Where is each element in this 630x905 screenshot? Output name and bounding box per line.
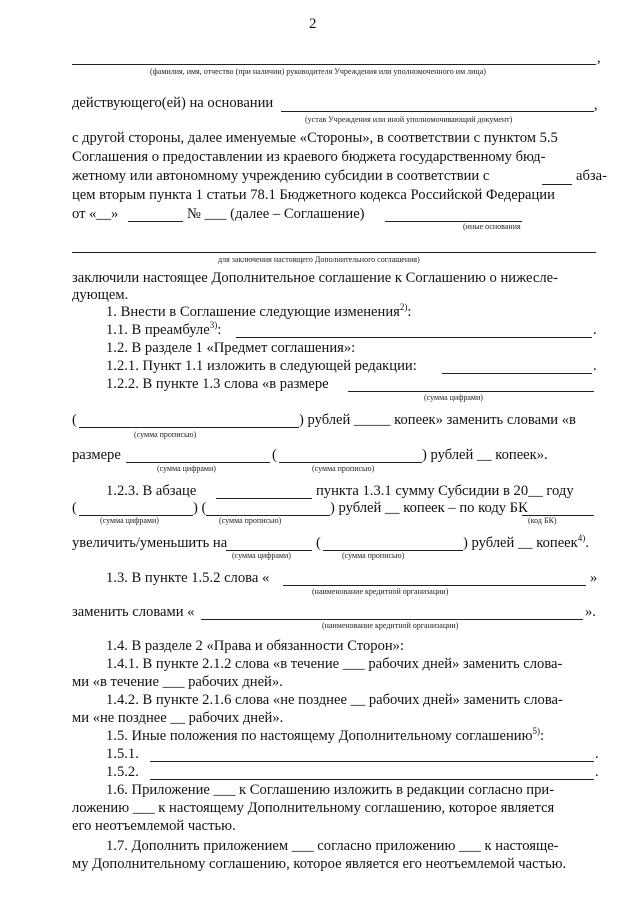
- para-line: с другой стороны, далее именуемые «Стороны», в соответствии с пунктом 5.5: [72, 130, 558, 146]
- para-line: дующем.: [72, 287, 129, 303]
- para-line: абза-: [576, 168, 608, 184]
- rubles-text: ) рублей __ копеек$^{4)}$.: [463, 533, 589, 551]
- para-line: жетному или автономному учреждению субсидии в соответствии с: [72, 168, 490, 184]
- sum-words-line[interactable]: [79, 427, 299, 428]
- sum-digits-hint: (сумма цифрами): [157, 464, 216, 473]
- item-1-5: 1.5. Иные положения по настоящему Дополнительному соглашению$^{5)}$:: [106, 726, 545, 744]
- item-1-2-2: 1.2.2. В пункте 1.3 слова «в размере: [106, 376, 329, 392]
- basis-hint: для заключения настоящего Дополнительного соглашения): [218, 255, 420, 264]
- sum-words-hint: (сумма прописью): [134, 430, 197, 439]
- rubles-text: ) рублей __ копеек».: [422, 447, 548, 463]
- comma: ,: [597, 50, 601, 66]
- basis-field-line[interactable]: [72, 252, 596, 253]
- preamble-field-line[interactable]: [236, 337, 592, 338]
- item-1-7-cont: му Дополнительному соглашению, которое является его неотъемлемой частью.: [72, 856, 567, 872]
- sum-digits-hint: (сумма цифрами): [232, 551, 291, 560]
- sum-digits-hint: (сумма цифрами): [100, 516, 159, 525]
- item-1-2-2-cont: ) рублей _____ копеек» заменить словами «в: [299, 412, 576, 428]
- item-1-4-2: 1.4.2. В пункте 2.1.6 слова «не позднее __ рабочих дней» заменить слова-: [106, 692, 563, 708]
- paren: (: [72, 412, 77, 428]
- dot: .: [593, 358, 597, 374]
- item-1-2-3: 1.2.3. В абзаце: [106, 483, 197, 499]
- sum-digits-hint: (сумма цифрами): [424, 393, 483, 402]
- item-1-5-1: 1.5.1.: [106, 746, 139, 762]
- other-field-line-1[interactable]: [150, 761, 594, 762]
- para-line: Соглашения о предоставлении из краевого бюджета государственному бюд-: [72, 149, 546, 165]
- sum-digits-line[interactable]: [348, 391, 594, 392]
- item-1-6-cont: ложению ___ к настоящему Дополнительному соглашению, которое является: [72, 800, 555, 816]
- fio-hint: (фамилия, имя, отчество (при наличии) руководителя Учреждения или уполномоченного им лица): [150, 67, 486, 76]
- kbk-hint: (код БК): [528, 516, 557, 525]
- increase-label: увеличить/уменьшить на: [72, 535, 228, 551]
- other-field-line-2[interactable]: [150, 779, 594, 780]
- replace-label: заменить словами «: [72, 604, 195, 620]
- rubles-kbk: ) рублей __ копеек – по коду БК: [330, 500, 528, 516]
- edit-field-line[interactable]: [442, 373, 592, 374]
- item-1-4-1: 1.4.1. В пункте 2.1.2 слова «в течение ___ рабочих дней» заменить слова-: [106, 656, 563, 672]
- ustav-field-line[interactable]: [281, 111, 594, 112]
- item-1-5-2: 1.5.2.: [106, 764, 139, 780]
- date-label: от «__»: [72, 206, 119, 222]
- item-1-4-2-cont: ми «не позднее __ рабочих дней».: [72, 710, 284, 726]
- blank-line[interactable]: [542, 184, 572, 185]
- sum-words-hint: (сумма прописью): [312, 464, 375, 473]
- item-1-4: 1.4. В разделе 2 «Права и обязанности Сторон»:: [106, 638, 405, 654]
- paragraph-field-line[interactable]: [216, 498, 312, 499]
- bank-name-line[interactable]: [283, 585, 586, 586]
- item-1-7: 1.7. Дополнить приложением ___ согласно приложению ___ к настояще-: [106, 838, 559, 854]
- para-line: цем вторым пункта 1 статьи 78.1 Бюджетного кодекса Российской Федерации: [72, 187, 555, 203]
- sum-words-hint: (сумма прописью): [219, 516, 282, 525]
- paren: (: [72, 500, 77, 516]
- size-label: размере: [72, 447, 121, 463]
- sum-digits-line-2[interactable]: [126, 462, 270, 463]
- item-1-6: 1.6. Приложение ___ к Соглашению изложить в редакции согласно при-: [106, 782, 555, 798]
- other-basis-hint: (иные основания: [463, 222, 521, 231]
- dot: .: [595, 746, 599, 762]
- paren: (: [272, 447, 277, 463]
- item-1-1: 1.1. В преамбуле$^{3)}$:: [106, 320, 222, 338]
- item-1-3: 1.3. В пункте 1.5.2 слова «: [106, 570, 270, 586]
- paren: (: [316, 535, 321, 551]
- fio-field-line[interactable]: [72, 64, 596, 65]
- sum-words-hint: (сумма прописью): [342, 551, 405, 560]
- item-1-6-cont: его неотъемлемой частью.: [72, 818, 236, 834]
- date-field-line[interactable]: [128, 221, 183, 222]
- comma: ,: [594, 97, 598, 113]
- paren: ) (: [193, 500, 207, 516]
- item-1-2-3-cont: пункта 1.3.1 сумму Субсидии в 20__ году: [316, 483, 574, 499]
- bank-name-line-2[interactable]: [201, 619, 583, 620]
- item-1-4-1-cont: ми «в течение ___ рабочих дней».: [72, 674, 283, 690]
- para-line: заключили настоящее Дополнительное соглашение к Соглашению о нижеслe-: [72, 270, 558, 286]
- dot: .: [595, 764, 599, 780]
- number-label: № ___ (далее – Соглашение): [187, 206, 365, 222]
- page-number: 2: [309, 16, 317, 32]
- item-1-2: 1.2. В разделе 1 «Предмет соглашения»:: [106, 340, 356, 356]
- sum-words-line-2[interactable]: [279, 462, 422, 463]
- item-1: 1. Внести в Соглашение следующие изменения$^{2)}$:: [106, 302, 412, 320]
- item-1-2-1: 1.2.1. Пункт 1.1 изложить в следующей редакции:: [106, 358, 417, 374]
- quote: ».: [585, 604, 596, 620]
- basis-label: действующего(ей) на основании: [72, 95, 274, 111]
- bank-name-hint: (наименование кредитной организации): [322, 621, 459, 630]
- ustav-hint: (устав Учреждения или иной уполномочивающий документ): [305, 115, 513, 124]
- quote: »: [590, 570, 598, 586]
- dot: .: [593, 322, 597, 338]
- bank-name-hint: (наименование кредитной организации): [312, 587, 449, 596]
